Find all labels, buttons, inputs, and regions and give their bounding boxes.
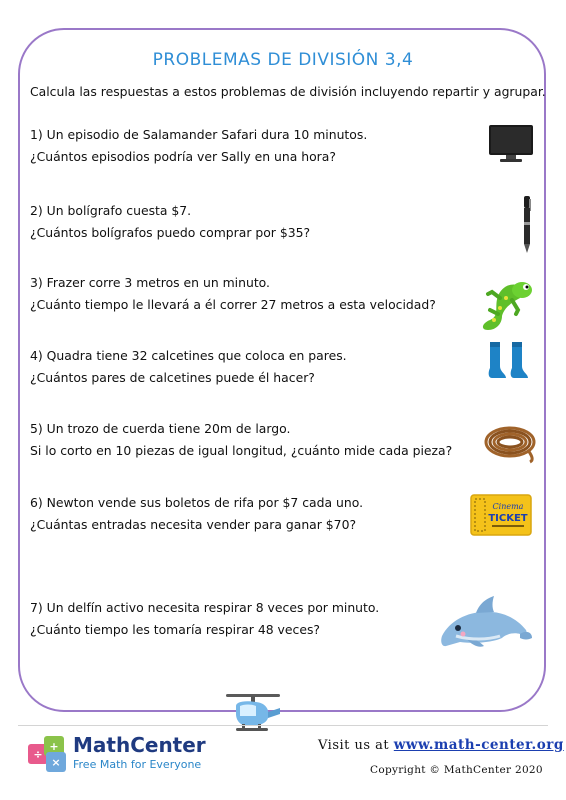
mathcenter-logo-icon [26,730,70,774]
problem-5-line-2: Si lo corto en 10 piezas de igual longitud, ¿cuánto mide cada pieza? [30,443,453,458]
footer-divider [18,725,548,726]
page-title: PROBLEMAS DE DIVISIÓN 3,4 [152,50,414,70]
ticket-icon [470,494,532,536]
problem-5-line-1: 5) Un trozo de cuerda tiene 20m de largo. [30,421,291,436]
pen-icon [521,196,533,254]
problem-4-line-2: ¿Cuántos pares de calcetines puede él hacer? [30,370,315,385]
svg-text:×: × [51,756,61,769]
problem-6-line-1: 6) Newton vende sus boletos de rifa por $7 cada uno. [30,495,364,510]
problem-1-line-1: 1) Un episodio de Salamander Safari dura 10 minutos. [30,127,368,142]
dolphin-icon [436,590,534,656]
instructions: Calcula las respuestas a estos problemas de división incluyendo repartir y agrupar. [30,84,546,99]
gecko-icon [472,268,534,334]
brand-tagline: Free Math for Everyone [73,758,202,771]
problem-6 [30,492,470,536]
svg-text:÷: ÷ [33,748,43,761]
problem-7-line-2: ¿Cuánto tiempo les tomaría respirar 48 veces? [30,622,320,637]
problem-3-line-2: ¿Cuánto tiempo le llevará a él correr 27 metros a esta velocidad? [30,297,436,312]
problem-2 [30,200,470,244]
problem-7 [30,597,470,641]
problem-6-line-2: ¿Cuántas entradas necesita vender para ganar $70? [30,517,357,532]
problem-4 [30,345,470,389]
svg-text:+: + [49,740,59,753]
visit-line [318,737,564,753]
tv-icon [488,124,534,164]
problem-2-line-2: ¿Cuántos bolígrafos puedo comprar por $35? [30,225,311,240]
ticket-top-text: Cinema [492,502,524,511]
problem-7-line-1: 7) Un delfín activo necesita respirar 8 veces por minuto. [30,600,380,615]
copyright: Copyright © MathCenter 2020 [370,764,543,776]
problem-5 [30,418,470,462]
helicopter-icon [222,690,284,738]
problem-1-line-2: ¿Cuántos episodios podría ver Sally en una hora? [30,149,336,164]
problem-2-line-1: 2) Un bolígrafo cuesta $7. [30,203,192,218]
website-link[interactable]: www.math-center.org [393,737,564,753]
problem-1 [30,124,470,168]
problem-4-line-1: 4) Quadra tiene 32 calcetines que coloca en pares. [30,348,347,363]
socks-icon [486,340,532,380]
problem-3 [30,272,470,316]
ticket-main-text: TICKET [488,513,528,524]
rope-icon [484,420,536,464]
brand-name: MathCenter [73,733,206,757]
problem-3-line-1: 3) Frazer corre 3 metros en un minuto. [30,275,270,290]
visit-prefix: Visit us at [318,738,390,753]
